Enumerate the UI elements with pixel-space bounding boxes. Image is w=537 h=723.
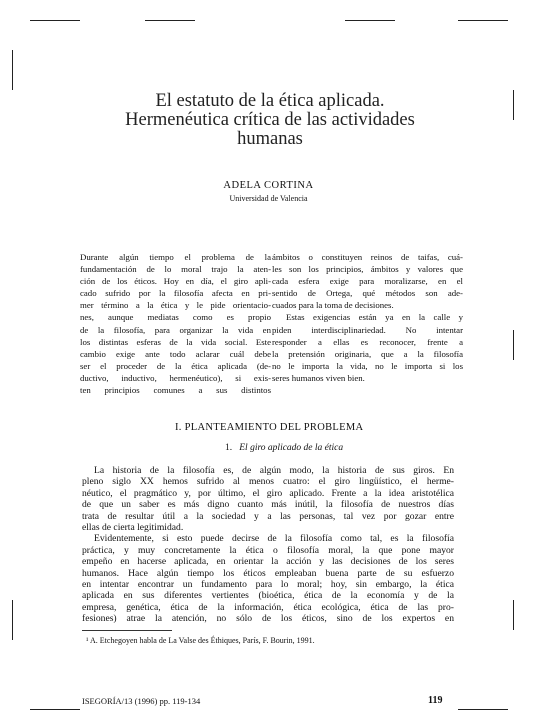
abstract-line: ductivo, inductivo, hermenéutico), si exis-: [80, 372, 271, 383]
body-line: práctica, y muy concretamente la ética o filosofía moral, la que pone mayor: [82, 544, 454, 556]
abstract-line: nes, aunque mediatas como es propio: [80, 312, 271, 323]
footnote: ¹ A. Etchegoyen habla de La Valse des Éthiques, París, F. Bourin, 1991.: [86, 636, 315, 645]
abstract-line: cado sufrido por la filosofía afecta en pri-: [80, 288, 271, 299]
page-number: 119: [428, 695, 443, 706]
title-line: Hermenéutica crítica de las actividades: [125, 110, 415, 130]
body-line: en intentar encontrar un fundamento para lo moral; hoy, sin embargo, la ética: [82, 579, 454, 591]
abstract-line: la pretensión originaria, que a la filosofía: [272, 348, 463, 359]
crop-mark: [145, 20, 195, 21]
abstract-right-column: [272, 251, 463, 384]
abstract-line: mer término a la ética y le pide orientacio-: [80, 300, 271, 311]
body-text: [82, 465, 454, 625]
author-name: ADELA CORTINA: [223, 180, 314, 191]
body-line: humanos. Hace algún tiempo los éticos empleaban buena parte de su esfuerzo: [82, 567, 454, 579]
crop-mark: [513, 90, 514, 120]
running-footer: ISEGORÍA/13 (1996) pp. 119-134: [82, 696, 201, 706]
section-heading: I. PLANTEAMIENTO DEL PROBLEMA: [175, 422, 364, 433]
crop-mark: [30, 709, 80, 710]
crop-mark: [30, 20, 80, 21]
abstract-line: ámbitos o constituyen reinos de taifas, cuá-: [272, 252, 463, 262]
abstract-line: seres humanos viven bien.: [272, 372, 365, 383]
crop-mark: [458, 20, 508, 21]
body-line: trata de resultar útil a la sociedad y a las personas, tal vez por gozar entre: [82, 510, 454, 522]
crop-mark: [345, 20, 395, 21]
crop-mark: [12, 600, 13, 640]
body-line: empeño en hacerse aplicada, en orientar la acción y las decisiones de los seres: [82, 556, 454, 568]
body-line: néutico, el pragmático y, por último, el giro aplicado. Frente a la idea aristotélica: [82, 487, 454, 499]
abstract-line: cada esfera exige para moralizarse, en el: [272, 276, 463, 287]
abstract-line: ten principios comunes a sus distintos: [80, 385, 271, 396]
abstract-line: les son los principios, ámbitos y valores que: [272, 264, 463, 275]
abstract-line: cuados para la toma de decisiones.: [272, 300, 394, 311]
title-line: El estatuto de la ética aplicada.: [155, 91, 385, 111]
body-line: pleno siglo XX hemos sufrido al menos cuatro: el giro lingüístico, el herme-: [82, 476, 454, 488]
abstract-line: ción de los éticos. Hoy en día, el giro apli-: [80, 276, 271, 287]
title-line: humanas: [237, 129, 303, 149]
abstract-line: sentido de Ortega, qué métodos son ade-: [272, 288, 463, 299]
crop-mark: [513, 600, 514, 630]
subsection-number: 1.: [225, 443, 233, 453]
footnote-rule: [82, 630, 172, 631]
body-line: de que un saber es más digno cuanto más inútil, la filosofía de nuestros días: [82, 499, 454, 511]
abstract-line: cambio exige ante todo aclarar cuál debe: [80, 348, 271, 359]
body-line: empresa, genética, ética de la información, ética ecológica, ética de las pro-: [82, 601, 454, 613]
body-line: fesiones) atrae la atención, no sólo de los éticos, sino de los expertos en: [82, 613, 454, 625]
body-line: aplicada en sus diferentes vertientes (bioética, ética de la economía y de la: [82, 590, 454, 602]
crop-mark: [458, 709, 508, 710]
abstract-line: Estas exigencias están ya en la calle y: [286, 312, 463, 323]
abstract-line: Durante algún tiempo el problema de la: [80, 252, 271, 262]
abstract-line: piden interdisciplinariedad. No intentar: [272, 324, 463, 335]
author-affiliation: Universidad de Valencia: [229, 194, 308, 203]
body-line: La historia de la filosofía es, de algún modo, la historia de sus giros. En: [94, 465, 454, 476]
abstract-line: no le importa la vida, no le importa si los: [272, 360, 463, 371]
article-title: [60, 92, 480, 149]
crop-mark: [513, 330, 514, 360]
body-line: ellas de cierta legitimidad.: [82, 522, 184, 534]
abstract-line: los distintas esferas de la vida social. Este: [80, 336, 271, 347]
abstract-line: de la filosofía, para organizar la vida en: [80, 324, 271, 335]
abstract-left-column: [80, 251, 271, 396]
body-line: Evidentemente, si esto puede decirse de la filosofía como tal, es la filosofía: [94, 533, 454, 545]
abstract-line: ser el proceder de la ética aplicada (de-: [80, 360, 271, 371]
subsection-title: El giro aplicado de la ética: [239, 443, 344, 453]
crop-mark: [12, 50, 13, 90]
abstract-line: fundamentación de lo moral trajo la aten-: [80, 264, 271, 275]
abstract-line: responder a ellas es reconocer, frente a: [272, 336, 463, 347]
subsection-heading: [225, 443, 343, 453]
